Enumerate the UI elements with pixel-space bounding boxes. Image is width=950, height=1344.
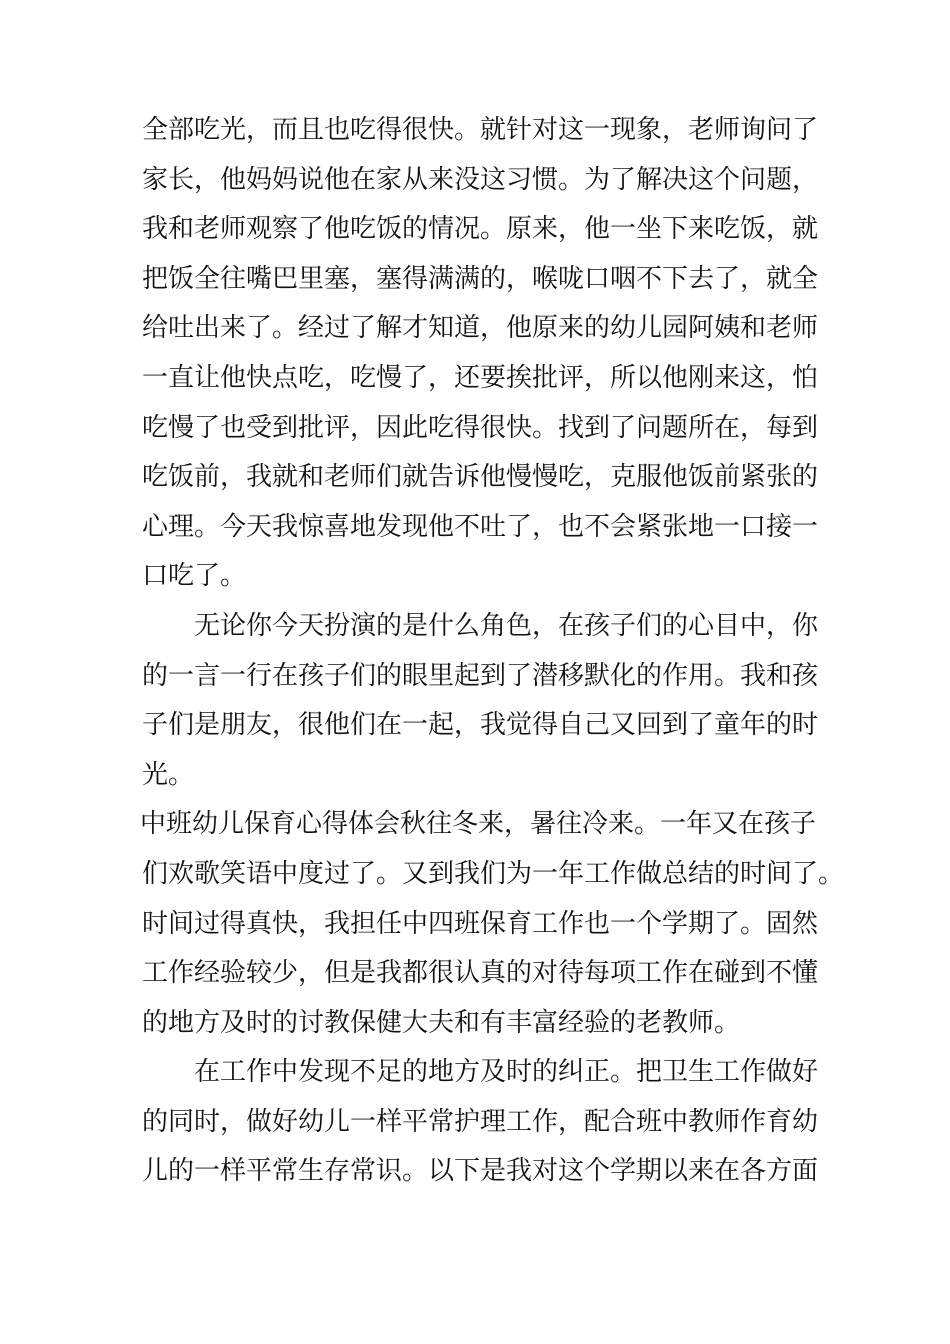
paragraph-start-line: 无论你今天扮演的是什么角色，在孩子们的心目中，你	[194, 610, 819, 641]
text-line: 一直让他快点吃，吃慢了，还要挨批评，所以他刚来这，怕	[142, 362, 819, 393]
text-line: 我和老师观察了他吃饭的情况。原来，他一坐下来吃饭，就	[142, 214, 819, 245]
text-line: 给吐出来了。经过了解才知道，他原来的幼儿园阿姨和老师	[142, 313, 819, 344]
text-line: 光。	[142, 759, 195, 790]
text-line: 中班幼儿保育心得体会秋往冬来，暑往冷来。一年又在孩子	[140, 809, 817, 840]
text-line: 吃饭前，我就和老师们就告诉他慢慢吃，克服他饭前紧张的	[142, 462, 819, 493]
text-line: 的同时，做好幼儿一样平常护理工作，配合班中教师作育幼	[142, 1106, 819, 1137]
text-line: 把饭全往嘴巴里塞，塞得满满的，喉咙口咽不下去了，就全	[142, 263, 819, 294]
text-line: 口吃了。	[142, 561, 247, 592]
text-line: 吃慢了也受到批评，因此吃得很快。找到了问题所在，每到	[142, 412, 819, 443]
body-text	[140, 106, 845, 1197]
text-line: 儿的一样平常生存常识。以下是我对这个学期以来在各方面	[142, 1156, 819, 1187]
text-line: 时间过得真快，我担任中四班保育工作也一个学期了。固然	[142, 908, 819, 939]
text-line: 的一言一行在孩子们的眼里起到了潜移默化的作用。我和孩	[142, 660, 819, 691]
text-line: 子们是朋友，很他们在一起，我觉得自己又回到了童年的时	[142, 710, 819, 741]
text-line: 全部吃光，而且也吃得很快。就针对这一现象，老师询问了	[142, 115, 819, 145]
text-line: 工作经验较少，但是我都很认真的对待每项工作在碰到不懂	[142, 958, 819, 989]
text-line: 们欢歌笑语中度过了。又到我们为一年工作做总结的时间了。	[142, 858, 845, 889]
text-line: 家长，他妈妈说他在家从来没这习惯。为了解决这个问题，	[142, 164, 819, 195]
text-line: 的地方及时的讨教保健大夫和有丰富经验的老教师。	[142, 1007, 741, 1038]
paragraph-start-line: 在工作中发现不足的地方及时的纠正。把卫生工作做好	[194, 1057, 819, 1088]
text-line: 心理。今天我惊喜地发现他不吐了，也不会紧张地一口接一	[142, 511, 819, 542]
